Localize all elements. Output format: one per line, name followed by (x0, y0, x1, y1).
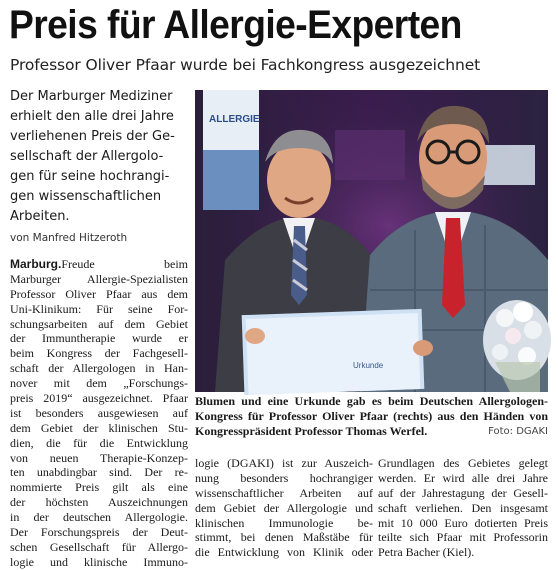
body-line: werden. Er wird alle drei Jahre (378, 470, 548, 485)
body-line: Uni-Klinikum: Für seine For- (10, 301, 188, 316)
body-line: nover mit dem „Forschungs- (10, 376, 188, 391)
body-line: auf der Jahrestagung der Gesell- (378, 485, 548, 500)
body-line: schungsarbeiten auf dem Gebiet (10, 316, 188, 331)
teaser-line: gen für seine hochrangi- (10, 169, 170, 184)
body-line: schaft verliehen. Den insgesamt (378, 500, 548, 515)
body-line: ten unabdingbar sind. Der re- (10, 465, 188, 480)
body-line: Petra Bacher (Kiel). (378, 545, 475, 560)
body-line: der höchsten Auszeichnungen (10, 495, 188, 510)
body-line: nung besonders hochrangiger (195, 470, 373, 485)
body-line: nommierte Preis gilt als eine (10, 480, 188, 495)
first-line-rest: Freude beim (61, 257, 188, 271)
body-line: der Immuntherapie wurde er (10, 331, 188, 346)
body-line: logie und klinische Immuno- (10, 554, 188, 569)
body-line: preis 2019“ ausgezeichnet. Pfaar (10, 391, 188, 406)
body-line: Marburger Allergie-Spezialisten (10, 271, 188, 286)
photo-credit: Foto: DGAKI (488, 426, 548, 437)
certificate-text: Urkunde (353, 361, 384, 370)
dateline: Marburg. (10, 257, 62, 271)
body-line: dien, die für die Entwicklung (10, 435, 188, 450)
body-line: dem Gebiet der klinischen Stu- (10, 420, 188, 435)
body-line: in der deutschen Allergologie. (10, 510, 188, 525)
body-line: mit 10 000 Euro dotierten Preis (378, 515, 548, 530)
body-line: teilte sich Pfaar mit Professorin (378, 530, 548, 545)
teaser (10, 87, 196, 227)
subheadline: Professor Oliver Pfaar wurde bei Fachkongress ausgezeichnet (10, 56, 481, 74)
body-line: dem Gebiet der Allergologie und (195, 500, 373, 515)
body-line: von neuen Therapie-Konzep- (10, 450, 188, 465)
teaser-line: Arbeiten. (10, 209, 70, 224)
body-first-line (10, 257, 188, 272)
teaser-line: verliehenen Preis der Ge- (10, 129, 175, 144)
caption-line: Kongresspräsident Professor Thomas Werfel. (195, 424, 428, 438)
body-line: klinischen Immunologie be- (195, 515, 373, 530)
body-column-2 (195, 456, 373, 560)
body-line: Grundlagen des Gebietes gelegt (378, 456, 548, 470)
body-line: schen Gesellschaft für Allergo- (10, 539, 188, 554)
teaser-line: erhielt den alle drei Jahre (10, 109, 174, 124)
headline: Preis für Allergie-Experten (9, 3, 462, 47)
body-line: Der Forschungspreis der Deut- (10, 525, 188, 540)
photo-caption (195, 394, 548, 439)
banner-text: ALLERGIE (209, 114, 260, 125)
body-line: beim Kongress der Fachgesell- (10, 346, 188, 361)
body-line: die Entwicklung von Klinik oder (195, 545, 373, 560)
body-line: ist besonders ausgewiesen auf (10, 405, 188, 420)
body-column-3 (378, 456, 548, 560)
body-column-1 (10, 257, 188, 570)
article-photo (195, 90, 548, 392)
body-line: wissenschaftlicher Arbeiten auf (195, 485, 373, 500)
teaser-line: sellschaft der Allergolo- (10, 149, 164, 164)
teaser-line: gen wissenschaftlichen (10, 189, 162, 204)
body-line: schaft der Allergologen in Han- (10, 361, 188, 376)
caption-last-line (195, 424, 548, 439)
body-line: Professor Oliver Pfaar aus dem (10, 286, 188, 301)
body-line: logie (DGAKI) ist zur Auszeich- (195, 456, 373, 470)
teaser-line: Der Marburger Mediziner (10, 89, 173, 104)
caption-line: Kongress für Professor Oliver Pfaar (rechts) aus den Händen von (195, 409, 548, 423)
byline: von Manfred Hitzeroth (10, 232, 128, 244)
body-line: stimmt, bei denen Maßstäbe für (195, 530, 373, 545)
caption-line: Blumen und eine Urkunde gab es beim Deutschen Allergologen- (195, 394, 548, 408)
